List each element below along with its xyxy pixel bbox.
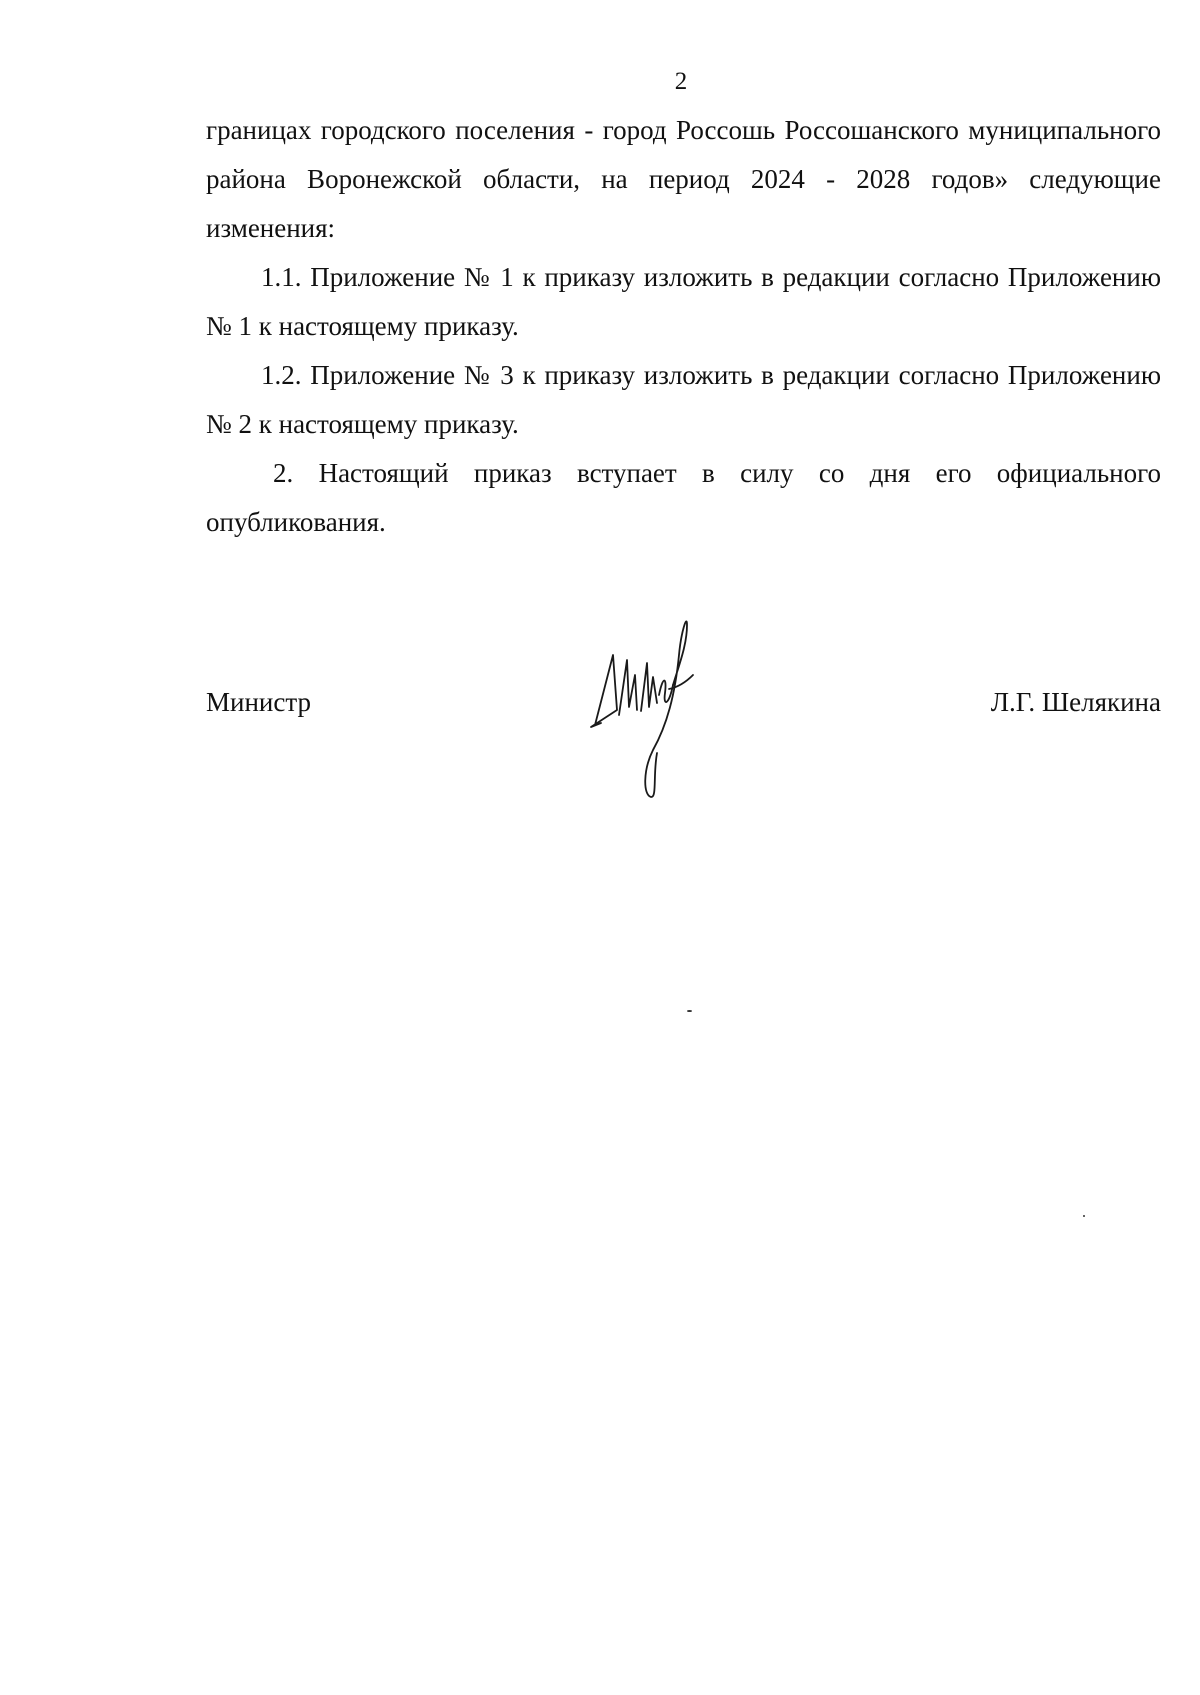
scan-speck [687, 1010, 692, 1012]
document-body [206, 106, 1161, 547]
position-title: Министр [206, 687, 311, 717]
signer-name: Л.Г. Шелякина [990, 687, 1161, 717]
paragraph-item-1-2: 1.2. Приложение № 3 к приказу изложить в редакции согласно Приложению № 2 к настоящему приказу. [206, 360, 1161, 439]
scan-speck [1083, 1215, 1085, 1217]
paragraph-item-2: 2. Настоящий приказ вступает в силу со дня его официального опубликования. [206, 458, 1161, 537]
page-number: 2 [674, 68, 688, 95]
paragraph-intro: границах городского поселения - город Россошь Россошанского муниципального района Воронежской области, на период 2024 - 2028 годов» следующие изменения: [206, 115, 1161, 243]
paragraph-item-1-1: 1.1. Приложение № 1 к приказу изложить в редакции согласно Приложению № 1 к настоящему приказу. [206, 262, 1161, 341]
handwritten-signature [583, 615, 718, 805]
